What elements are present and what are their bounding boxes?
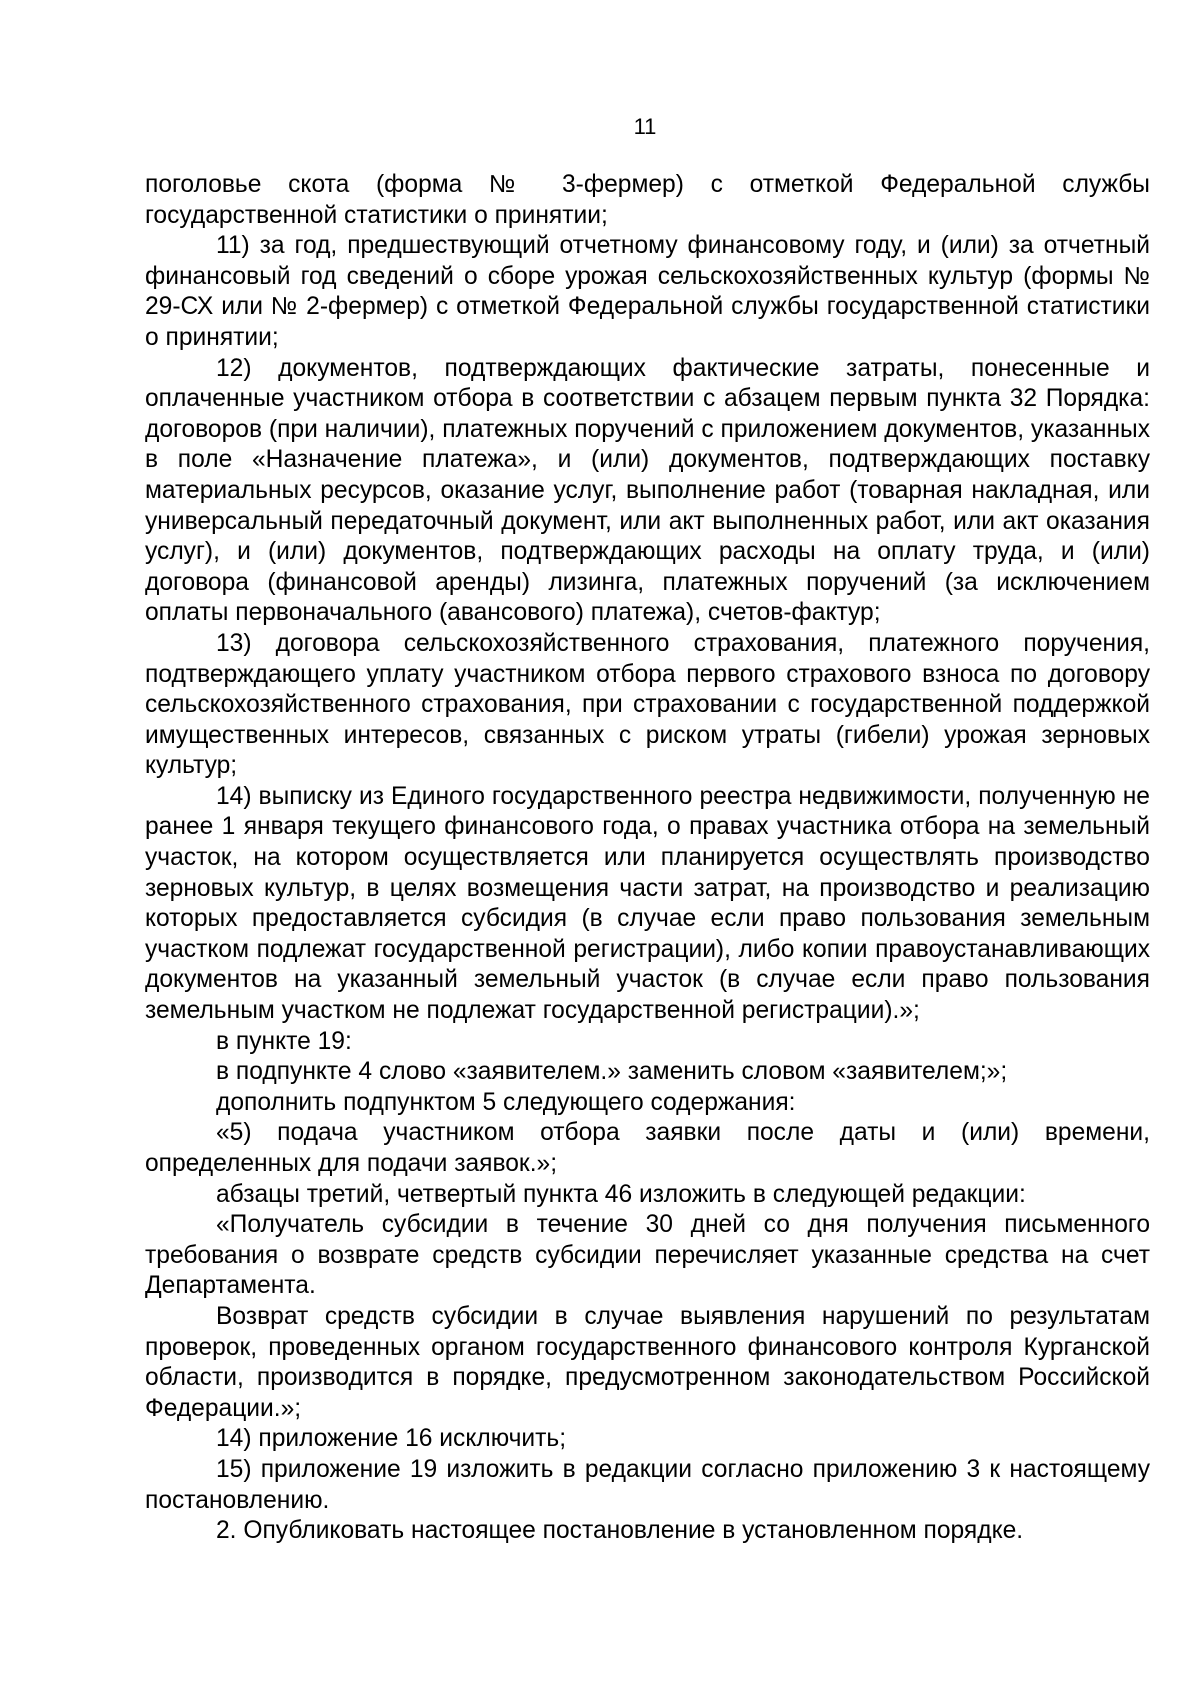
paragraph: «Получатель субсидии в течение 30 дней со дня получения письменного требования о возврате средств субсидии перечисляет указанные средства на счет Департамента. [145, 1211, 1150, 1300]
paragraph: дополнить подпунктом 5 следующего содержания: [216, 1088, 796, 1116]
paragraph: абзацы третий, четвертый пункта 46 изложить в следующей редакции: [216, 1180, 1026, 1208]
paragraph: 15) приложение 19 изложить в редакции согласно приложению 3 к настоящему постановлению. [145, 1455, 1150, 1514]
paragraph: поголовье скота (форма № 3-фермер) с отметкой Федеральной службы государственной статистики о принятии; [145, 171, 1150, 229]
document-body [145, 170, 1150, 1547]
paragraph: 11) за год, предшествующий отчетному финансовому году, и (или) за отчетный финансовый год сведений о сборе урожая сельскохозяйственных культур (формы № 29-СХ или № 2-фермер) с отметкой Федеральной службы государственной статистики о принятии; [145, 232, 1150, 351]
paragraph: Возврат средств субсидии в случае выявления нарушений по результатам проверок, проведенных органом государственного финансового контроля Курганской области, производится в порядке, предусмотренном законодательством Российской Федерации.»; [145, 1302, 1150, 1422]
paragraph: 2. Опубликовать настоящее постановление в установленном порядке. [216, 1517, 1024, 1545]
paragraph: 13) договора сельскохозяйственного страхования, платежного поручения, подтверждающего уплату участником отбора первого страхового взноса по договору сельскохозяйственного страхования, при страховании с государственной поддержкой имущественных интересов, связанных с риском утраты (гибели) урожая зерновых культур; [145, 629, 1150, 780]
paragraph: «5) подача участником отбора заявки после даты и (или) времени, определенных для подачи заявок.»; [145, 1119, 1150, 1177]
paragraph: 12) документов, подтверждающих фактические затраты, понесенные и оплаченные участником отбора в соответствии с абзацем первым пункта 32 Порядка: договоров (при наличии), платежных поручений с приложением документов, указанных в поле «Назначение платежа», и (или) документов, подтверждающих поставку материальных ресурсов, оказание услуг, выполнение работ (товарная накладная, или универсальный передаточный документ, или акт выполненных работ, или акт оказания услуг), и (или) документов, подтверждающих расходы на оплату труда, и (или) договора (финансовой аренды) лизинга, платежных поручений (за исключением оплаты первоначального (авансового) платежа), счетов-фактур; [145, 354, 1150, 627]
paragraph: в подпункте 4 слово «заявителем.» заменить словом «заявителем;»; [216, 1058, 1008, 1086]
paragraph: 14) выписку из Единого государственного реестра недвижимости, полученную не ранее 1 января текущего финансового года, о правах участника отбора на земельный участок, на котором осуществляется или планируется осуществлять производство зерновых культур, в целях возмещения части затрат, на производство и реализацию которых предоставляется субсидия (в случае если право пользования земельным участком подлежат государственной регистрации), либо копии правоустанавливающих документов на указанный земельный участок (в случае если право пользования земельным участком не подлежат государственной регистрации).»; [145, 782, 1150, 1025]
paragraph: в пункте 19: [216, 1027, 352, 1055]
paragraph: 14) приложение 16 исключить; [216, 1425, 567, 1453]
page-number: 11 [633, 114, 657, 139]
